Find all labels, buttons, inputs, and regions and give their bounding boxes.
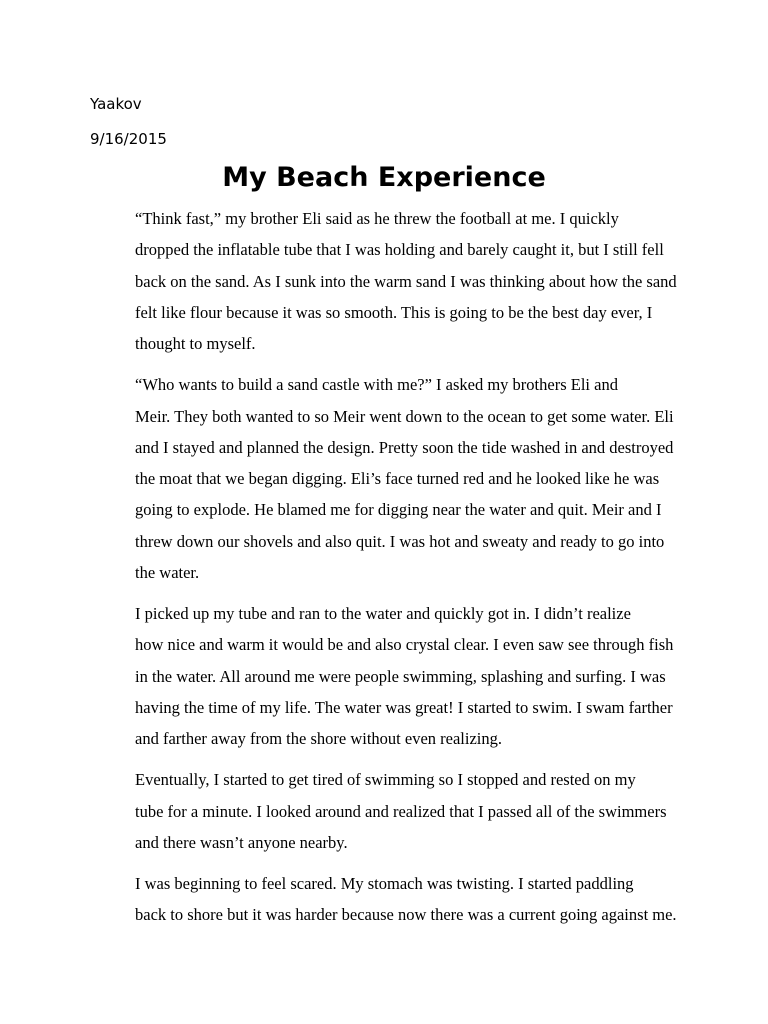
paragraph-line: “Think fast,” my brother Eli said as he threw the football at me. I quickly xyxy=(135,209,619,228)
paragraph-line: and farther away from the shore without even realizing. xyxy=(135,729,502,748)
paragraph xyxy=(90,369,680,588)
paragraph-line: in the water. All around me were people swimming, splashing and surfing. I was xyxy=(135,666,666,686)
paragraph-line: I picked up my tube and ran to the water and quickly got in. I didn’t realize xyxy=(135,604,631,623)
paragraph-line: Eventually, I started to get tired of swimming so I stopped and rested on my xyxy=(135,770,636,790)
paragraph xyxy=(90,764,680,858)
paragraph-line: Meir. They both wanted to so Meir went down to the ocean to get some water. Eli xyxy=(135,406,674,426)
essay-body xyxy=(90,203,680,941)
paragraph-line: having the time of my life. The water was great! I started to swim. I swam farther xyxy=(135,697,673,717)
paragraph-line: threw down our shovels and also quit. I was hot and sweaty and ready to go into xyxy=(135,531,665,551)
paragraph xyxy=(90,203,680,359)
paragraph-line: back to shore but it was harder because now there was a current going against me. xyxy=(135,905,677,925)
paragraph-line: tube for a minute. I looked around and realized that I passed all of the swimmers xyxy=(135,801,667,821)
paragraph xyxy=(90,868,680,931)
paragraph-line: the moat that we began digging. Eli’s face turned red and he looked like he was xyxy=(135,469,660,488)
document-title: My Beach Experience xyxy=(222,162,546,193)
paragraph-line: going to explode. He blamed me for digging near the water and quit. Meir and I xyxy=(135,500,662,520)
document-date: 9/16/2015 xyxy=(90,130,167,148)
paragraph-line: and there wasn’t anyone nearby. xyxy=(135,832,348,852)
paragraph-line: how nice and warm it would be and also crystal clear. I even saw see through fish xyxy=(135,635,674,655)
paragraph-line: I was beginning to feel scared. My stomach was twisting. I started paddling xyxy=(135,874,634,893)
paragraph xyxy=(90,598,680,754)
paragraph-line: and I stayed and planned the design. Pretty soon the tide washed in and destroyed xyxy=(135,437,674,457)
paragraph-line: “Who wants to build a sand castle with me?” I asked my brothers Eli and xyxy=(135,375,618,395)
paragraph-line: thought to myself. xyxy=(135,334,256,353)
author-name: Yaakov xyxy=(90,95,142,113)
paragraph-line: the water. xyxy=(135,562,200,582)
paragraph-line: back on the sand. As I sunk into the warm sand I was thinking about how the sand xyxy=(135,271,677,291)
paragraph-line: felt like flour because it was so smooth. This is going to be the best day ever, I xyxy=(135,302,653,322)
paragraph-line: dropped the inflatable tube that I was holding and barely caught it, but I still fell xyxy=(135,240,664,260)
